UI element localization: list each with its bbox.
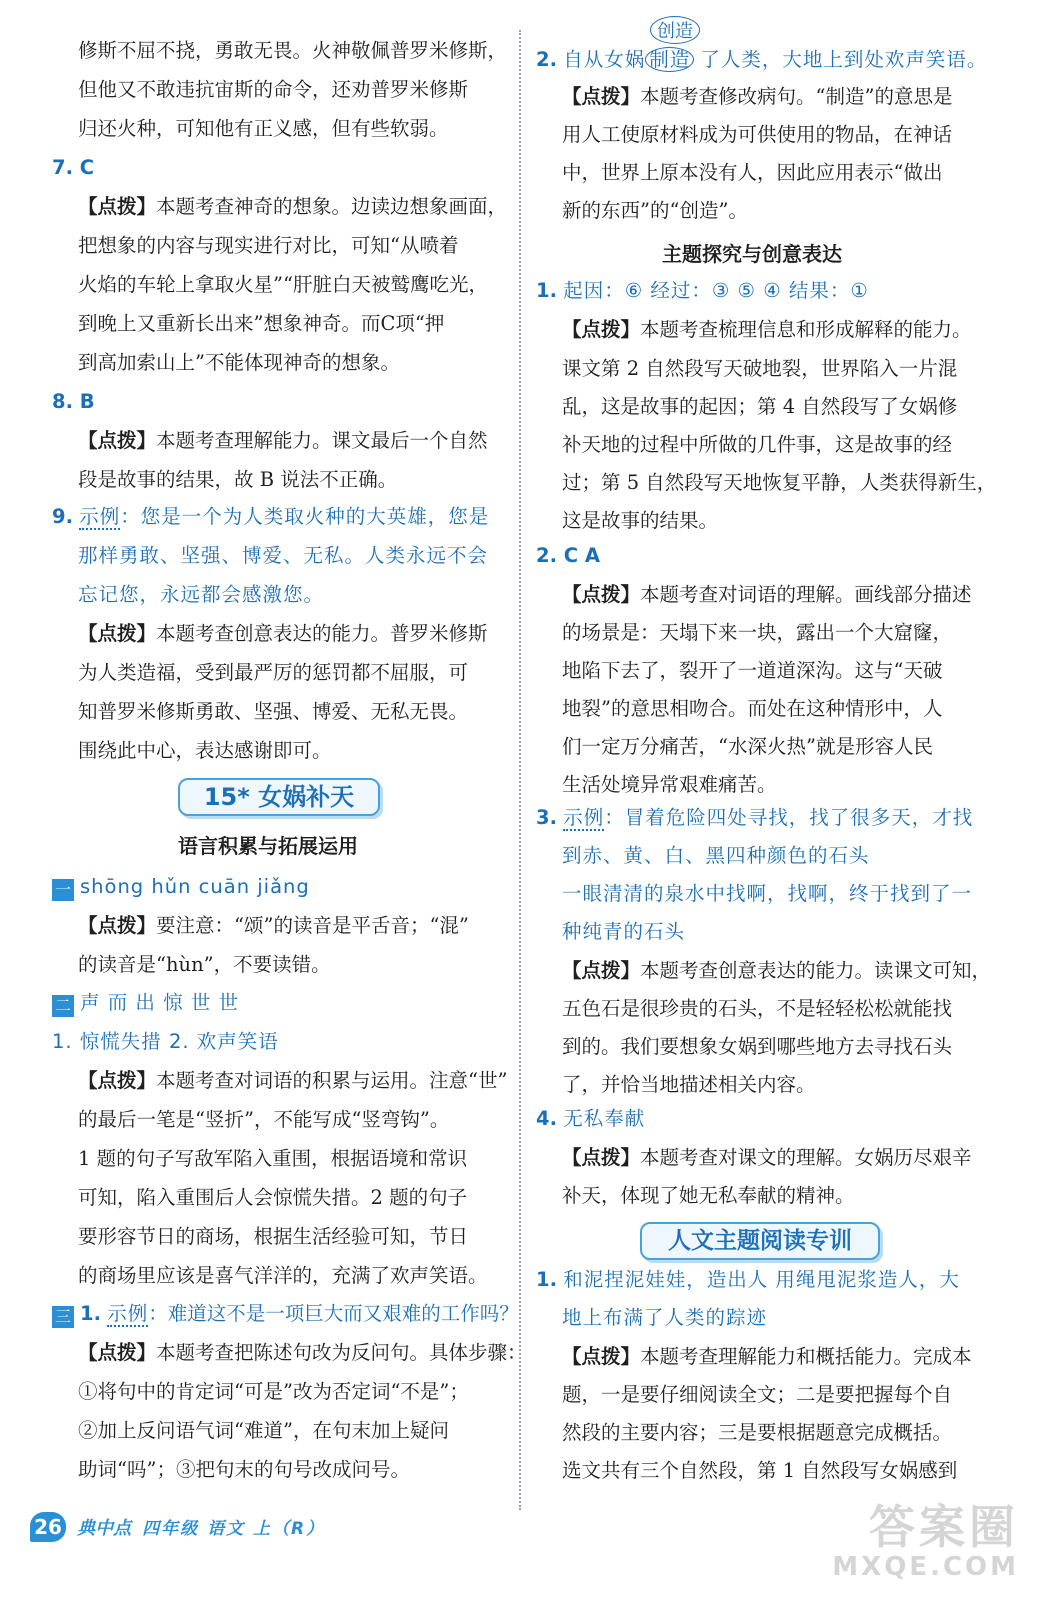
- question-1-special: [536, 1267, 960, 1293]
- answer-line: 种纯青的石头: [562, 920, 686, 943]
- text-line: 归还火种，可知他有正义感，但有些软弱。: [78, 117, 449, 140]
- hint-tag: 【点拨】: [562, 318, 641, 341]
- section-title: 语言积累与拓展运用: [178, 834, 358, 858]
- answer-line: 那样勇敢、坚强、博爱、无私。人类永远不会: [78, 544, 489, 567]
- hint-line: [78, 621, 488, 647]
- brand-logo: 典中点: [77, 1518, 132, 1539]
- book-info: 四年级 语文 上（R）: [142, 1519, 326, 1539]
- text-line: 1 题的句子写敌军陷入重围，根据语境和常识: [78, 1147, 468, 1170]
- text-line: 新的东西”的“创造”。: [562, 199, 748, 222]
- text-line: 的商场里应该是喜气洋洋的，充满了欢声笑语。: [78, 1264, 488, 1287]
- correction-mark: 创造: [650, 16, 700, 44]
- hint-line: [562, 1145, 972, 1171]
- hint-text: 本题考查对课文的理解。女娲历尽艰辛: [640, 1146, 972, 1169]
- example-label: 示例: [563, 806, 605, 829]
- lesson-title: 15* 女娲补天: [178, 778, 380, 816]
- answer-line: 地上布满了人类的踪迹: [562, 1306, 768, 1329]
- hint-text: 本题考查修改病句。“制造”的意思是: [640, 85, 953, 108]
- text-line: 要形容节日的商场，根据生活经验可知，节日: [78, 1225, 469, 1248]
- answer-text: 无私奉献: [563, 1107, 646, 1130]
- part-3: [52, 1301, 519, 1328]
- text-line: 的最后一笔是“竖折”，不能写成“竖弯钩”。: [78, 1108, 450, 1131]
- hint-tag: 【点拨】: [78, 622, 157, 645]
- text-line: 火焰的车轮上拿取火星”“肝脏白天被鹫鹰吃光，: [78, 273, 488, 296]
- answer-text: 起因：⑥ 经过：③ ⑤ ④ 结果：①: [563, 279, 869, 302]
- hint-line: [78, 913, 469, 939]
- answer-text: ：您是一个为人类取火种的大英雄，您是: [120, 505, 490, 528]
- hint-tag: 【点拨】: [78, 429, 157, 452]
- text-line: 中，世界上原本没有人，因此应用表示“做出: [562, 161, 943, 184]
- text-line: 修斯不屈不挠，勇敢无畏。火神敬佩普罗米修斯，: [78, 39, 508, 62]
- text-line: 段是故事的结果，故 B 说法不正确。: [78, 468, 398, 491]
- text-line: ①将句中的肯定词“可是”改为否定词“不是”；: [78, 1380, 469, 1403]
- text-line: 这是故事的结果。: [562, 509, 719, 532]
- page-number: 26: [30, 1512, 66, 1542]
- question-3: [536, 805, 973, 831]
- hint-line: [78, 428, 488, 454]
- text-line: 的场景是：天塌下来一块，露出一个大窟窿，: [562, 621, 953, 644]
- text-line: 可知，陷入重围后人会惊慌失措。2 题的句子: [78, 1186, 468, 1209]
- part-1: [52, 874, 310, 901]
- hint-text: 本题考查理解能力。课文最后一个自然: [156, 429, 488, 452]
- answer-line: 1. 惊慌失措 2. 欢声笑语: [52, 1030, 279, 1053]
- hint-tag: 【点拨】: [562, 1146, 641, 1169]
- answer-text: 了人类，大地上到处欢声笑语。: [700, 48, 988, 71]
- text-line: 然段的主要内容；三是要根据题意完成概括。: [562, 1421, 953, 1444]
- hint-tag: 【点拨】: [562, 959, 641, 982]
- hint-tag: 【点拨】: [78, 1341, 157, 1364]
- text-line: 把想象的内容与现实进行对比，可知“从喷着: [78, 234, 459, 257]
- part-marker: 二: [52, 995, 74, 1017]
- part-marker: 一: [52, 879, 74, 901]
- question-number: 1.: [80, 1302, 101, 1325]
- answer-line: 一眼清清的泉水中找啊，找啊，终于找到了一: [562, 882, 973, 905]
- special-training-title: 人文主题阅读专训: [640, 1222, 880, 1260]
- question-7: 7. C: [52, 156, 95, 179]
- question-number: 1.: [536, 279, 557, 302]
- text-line: 生活处境异常艰难痛苦。: [562, 773, 777, 796]
- hint-text: 本题考查神奇的想象。边读边想象画面，: [156, 195, 508, 218]
- hint-line: [562, 84, 952, 110]
- text-line: 过；第 5 自然段写天地恢复平静，人类获得新生，: [562, 471, 997, 494]
- text-line: 到的。我们要想象女娲到哪些地方去寻找石头: [562, 1035, 953, 1058]
- text-line: 补天，体现了她无私奉献的精神。: [562, 1184, 855, 1207]
- part-2: [52, 990, 239, 1017]
- text-line: 用人工使原材料成为可供使用的物品，在神话: [562, 123, 953, 146]
- hint-line: [562, 958, 991, 984]
- text-line: 但他又不敢违抗宙斯的命令，还劝普罗米修斯: [78, 78, 469, 101]
- text-line: 的读音是“hùn”，不要读错。: [78, 953, 331, 976]
- text-line: 地陷下去了，裂开了一道道深沟。这与“天破: [562, 659, 943, 682]
- hint-text: 本题考查对词语的积累与运用。注意“世”: [156, 1069, 508, 1092]
- question-9: [52, 504, 489, 530]
- text-line: 五色石是很珍贵的石头，不是轻轻松松就能找: [562, 997, 953, 1020]
- hint-text: 本题考查梳理信息和形成解释的能力。: [640, 318, 972, 341]
- answer-text: 声 而 出 惊 世 世: [80, 991, 239, 1014]
- hint-line: [562, 582, 972, 608]
- hint-line: [562, 1344, 972, 1370]
- text-line: 到晚上又重新长出来”想象神奇。而C项“押: [78, 312, 445, 335]
- hint-tag: 【点拨】: [562, 1345, 641, 1368]
- question-number: 3.: [536, 806, 557, 829]
- watermark: [832, 1502, 1019, 1582]
- text-line: 到高加索山上”不能体现神奇的想象。: [78, 351, 400, 374]
- page-footer: [30, 1512, 325, 1542]
- hint-line: [562, 317, 972, 343]
- answer-line: 忘记您，永远都会感激您。: [78, 583, 325, 606]
- hint-tag: 【点拨】: [78, 914, 157, 937]
- example-label: 示例: [79, 505, 121, 528]
- question-number: 9.: [52, 505, 73, 528]
- answer-text: ：冒着危险四处寻找，找了很多天，才找: [604, 806, 974, 829]
- question-1: [536, 278, 869, 304]
- answer-text: 自从女娲: [563, 48, 646, 71]
- pinyin-answer: shōng hǔn cuān jiǎng: [80, 875, 310, 898]
- hint-text: 本题考查创意表达的能力。读课文可知，: [640, 959, 992, 982]
- hint-tag: 【点拨】: [78, 1069, 157, 1092]
- column-divider: [519, 30, 521, 1510]
- hint-line: [78, 1340, 527, 1366]
- hint-tag: 【点拨】: [562, 583, 641, 606]
- part-marker: 三: [52, 1306, 74, 1328]
- example-label: 示例: [107, 1302, 149, 1325]
- watermark-url: MXQE.COM: [832, 1552, 1019, 1582]
- text-line: 们一定万分痛苦，“水深火热”就是形容人民: [562, 735, 933, 758]
- answer-line: 到赤、黄、白、黑四种颜色的石头: [562, 844, 870, 867]
- hint-text: 本题考查对词语的理解。画线部分描述: [640, 583, 972, 606]
- hint-text: 本题考查理解能力和概括能力。完成本: [640, 1345, 972, 1368]
- hint-line: [78, 194, 507, 220]
- section-title: 主题探究与创意表达: [662, 242, 842, 266]
- hint-tag: 【点拨】: [78, 195, 157, 218]
- text-line: 选文共有三个自然段，第 1 自然段写女娲感到: [562, 1459, 958, 1482]
- text-line: 了，并恰当地描述相关内容。: [562, 1073, 816, 1096]
- text-line: 为人类造福，受到最严厉的惩罚都不屈服，可: [78, 661, 469, 684]
- hint-text: 本题考查创意表达的能力。普罗米修斯: [156, 622, 488, 645]
- watermark-line: 答案圈: [869, 1500, 1019, 1554]
- question-number: 4.: [536, 1107, 557, 1130]
- hint-text: 要注意：“颂”的读音是平舌音；“混”: [156, 914, 469, 937]
- question-8: 8. B: [52, 390, 95, 413]
- circled-word: 制造: [645, 47, 694, 72]
- text-line: 地裂”的意思相吻合。而处在这种情形中，人: [562, 697, 943, 720]
- hint-text: 本题考查把陈述句改为反问句。具体步骤：: [156, 1341, 527, 1364]
- question-2: [536, 47, 987, 73]
- text-line: 助词“吗”；③把句末的句号改成问号。: [78, 1458, 410, 1481]
- question-2-choice: 2. C A: [536, 544, 600, 567]
- answer-text: ：难道这不是一项巨大而又艰难的工作吗？: [148, 1302, 519, 1325]
- question-number: 2.: [536, 48, 557, 71]
- question-number: 1.: [536, 1268, 557, 1291]
- hint-line: [78, 1068, 507, 1094]
- text-line: 补天地的过程中所做的几件事，这是故事的经: [562, 433, 953, 456]
- text-line: 围绕此中心，表达感谢即可。: [78, 739, 332, 762]
- text-line: 乱，这是故事的起因；第 4 自然段写了女娲修: [562, 395, 958, 418]
- text-line: ②加上反问语气词“难道”，在句末加上疑问: [78, 1419, 449, 1442]
- text-line: 课文第 2 自然段写天破地裂，世界陷入一片混: [562, 357, 958, 380]
- hint-tag: 【点拨】: [562, 85, 641, 108]
- text-line: 题，一是要仔细阅读全文；二是要把握每个自: [562, 1383, 953, 1406]
- answer-text: 和泥捏泥娃娃，造出人 用绳甩泥浆造人，大: [563, 1268, 960, 1291]
- question-4: [536, 1106, 645, 1132]
- text-line: 知普罗米修斯勇敢、坚强、博爱、无私无畏。: [78, 700, 469, 723]
